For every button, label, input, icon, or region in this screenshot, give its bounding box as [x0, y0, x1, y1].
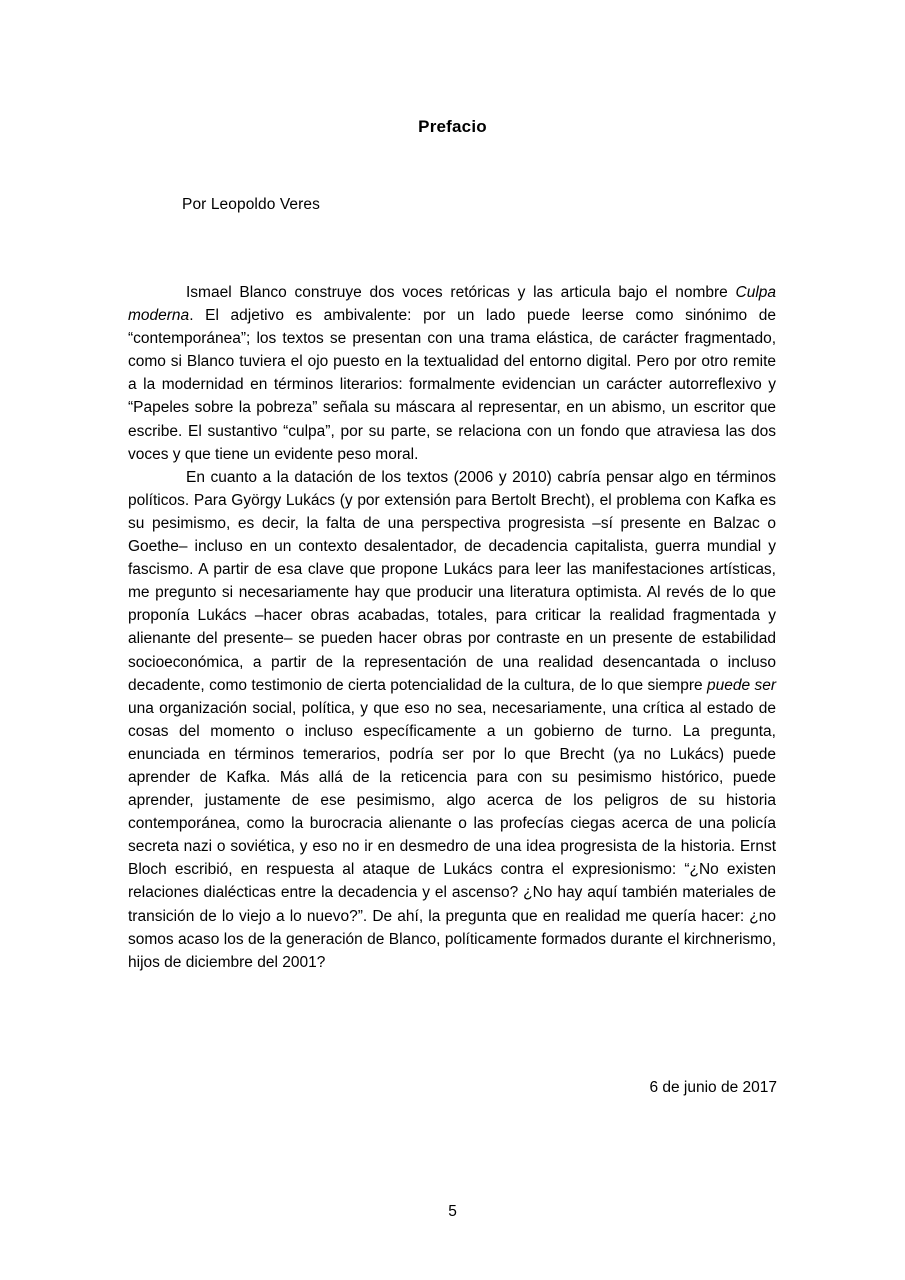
author-byline: Por Leopoldo Veres [182, 196, 320, 213]
paragraph-2 [128, 466, 776, 974]
paragraph-1 [128, 281, 776, 466]
paragraph-2-text-b: una organización social, política, y que eso no sea, necesariamente, una crítica al estado de cosas del momento o incluso específicamente a un gobierno de turno. La pregunta, enunciada en términos temerarios, podría ser por lo que Brecht (ya no Lukács) puede aprender de Kafka. Más allá de la reticencia para con su pesimismo histórico, puede aprender, justamente de ese pesimismo, algo acerca de los peligros de su historia contemporánea, como la burocracia alienante o las profecías ciegas acerca de una policía secreta nazi o soviética, y eso no ir en desmedro de una idea progresista de la historia. Ernst Bloch escribió, en respuesta al ataque de Lukács contra el expresionismo: “¿No existen relaciones dialécticas entre la decadencia y el ascenso? ¿No hay aquí también materiales de transición de lo viejo a lo nuevo?”. De ahí, la pregunta que en realidad me quería hacer: ¿no somos acaso los de la generación de Blanco, políticamente formados durante el kirchnerismo, hijos de diciembre del 2001? [128, 699, 776, 971]
paragraph-2-emphasis-italic: puede ser [706, 676, 776, 694]
paragraph-1-text-a: Ismael Blanco construye dos voces retóricas y las articula bajo el nombre [186, 284, 736, 301]
page-number: 5 [448, 1203, 457, 1220]
paragraph-2-text-a: En cuanto a la datación de los textos (2006 y 2010) cabría pensar algo en términos políticos. Para György Lukács (y por extensión para Bertolt Brecht), el problema con Kafka es su pesimismo, es decir, la falta de una perspectiva progresista –sí presente en Balzac o Goethe– incluso en un contexto desalentador, de decadencia capitalista, guerra mundial y fascismo. A partir de esa clave que propone Lukács para leer las manifestaciones artísticas, me pregunto si necesariamente hay que producir una literatura optimista. Al revés de lo que proponía Lukács –hacer obras acabadas, totales, para criticar la realidad fragmentada y alienante del presente– se pueden hacer obras por contraste en un presente de estabilidad socioeconómica, a partir de la representación de una realidad desencantada o incluso decadente, como testimonio de cierta potencialidad de la cultura, de lo que siempre [128, 468, 776, 694]
paragraph-1-title-italic: Culpa moderna [128, 284, 776, 325]
body-content [128, 281, 776, 974]
date-line: 6 de junio de 2017 [649, 1079, 777, 1096]
page-title: Prefacio [418, 117, 487, 137]
paragraph-1-text-b: . El adjetivo es ambivalente: por un lado puede leerse como sinónimo de “contemporánea”; los textos se presentan con una trama elástica, de carácter fragmentado, como si Blanco tuviera el ojo puesto en la textualidad del entorno digital. Pero por otro remite a la modernidad en términos literarios: formalmente evidencian un carácter autorreflexivo y “Papeles sobre la pobreza” señala su máscara al representar, en un abismo, un escritor que escribe. El sustantivo “culpa”, por su parte, se relaciona con un fondo que atraviesa las dos voces y que tiene un evidente peso moral. [128, 307, 776, 463]
